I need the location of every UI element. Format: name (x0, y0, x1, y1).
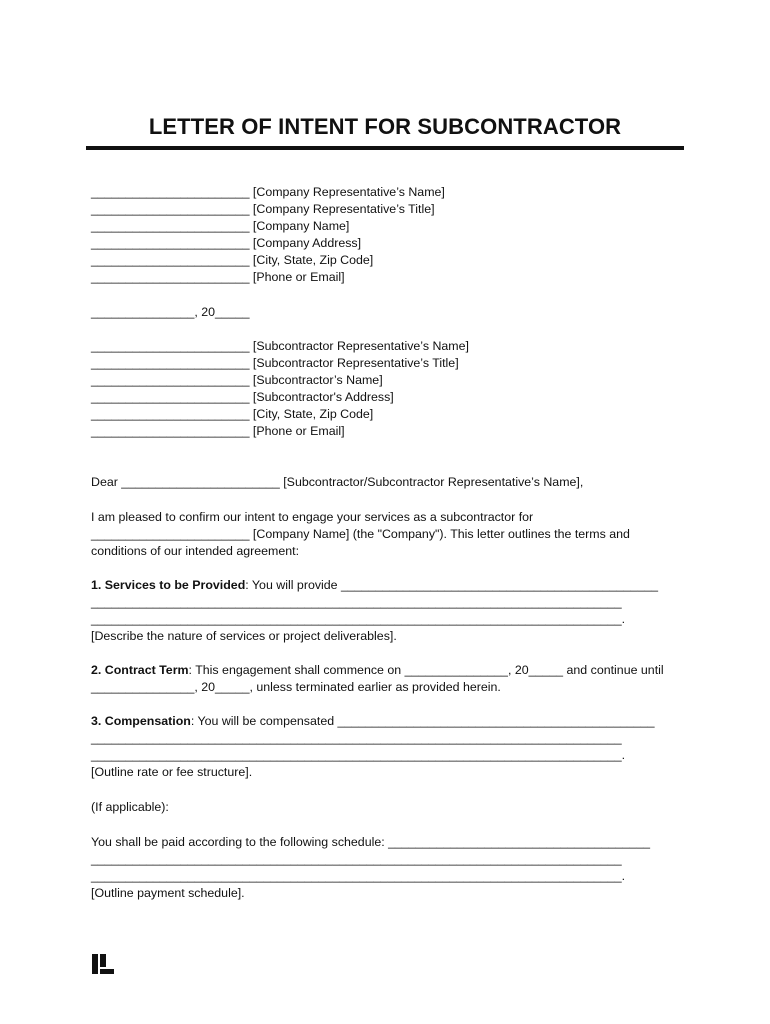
sender-contact-line: _______________________ [Phone or Email] (91, 270, 345, 284)
section-services (91, 578, 658, 593)
schedule-blank-1: _____________________________________________________________________________ (91, 852, 622, 866)
section-compensation-text: : You will be compensated ______________________________________________ (190, 714, 655, 728)
intro-line-3: conditions of our intended agreement: (91, 544, 300, 558)
intro-line-1: I am pleased to confirm our intent to engage your services as a subcontractor for (91, 510, 534, 524)
if-applicable-text: (If applicable): (91, 800, 169, 814)
recipient-contact-line: _______________________ [Phone or Email] (91, 424, 345, 438)
recipient-address-line: _______________________ [Subcontractor's Address] (91, 390, 394, 404)
sender-rep-title-line: _______________________ [Company Representative’s Title] (91, 202, 435, 216)
sender-address-line: _______________________ [Company Address] (91, 236, 362, 250)
recipient-rep-title-line: _______________________ [Subcontractor Representative’s Title] (91, 356, 459, 370)
section-compensation-blank-1: _____________________________________________________________________________ (91, 731, 622, 745)
section-services-blank-2: _____________________________________________________________________________. (91, 612, 626, 626)
recipient-name-line: _______________________ [Subcontractor’s Name] (91, 373, 383, 387)
schedule-blank-2: _____________________________________________________________________________. (91, 869, 626, 883)
sender-city-line: _______________________ [City, State, Zip Code] (91, 253, 374, 267)
section-services-heading: 1. Services to be Provided (91, 578, 246, 592)
section-compensation-blank-2: _____________________________________________________________________________. (91, 748, 626, 762)
intro-line-2: _______________________ [Company Name] (the "Company"). This letter outlines the terms and (91, 527, 630, 541)
schedule-line-1: You shall be paid according to the following schedule: ______________________________________ (91, 835, 650, 849)
sender-rep-name-line: _______________________ [Company Representative’s Name] (91, 185, 445, 199)
salutation: Dear _______________________ [Subcontractor/Subcontractor Representative’s Name], (91, 475, 584, 489)
document-logo-icon (92, 954, 114, 974)
recipient-rep-name-line: _______________________ [Subcontractor Representative’s Name] (91, 339, 469, 353)
section-term-heading: 2. Contract Term (91, 663, 189, 677)
section-term-text: : This engagement shall commence on _______________, 20_____ and continue until (188, 663, 664, 677)
sender-company-name-line: _______________________ [Company Name] (91, 219, 350, 233)
section-term (91, 663, 664, 678)
date-line: _______________, 20_____ (91, 305, 250, 319)
schedule-note: [Outline payment schedule]. (91, 886, 245, 900)
section-services-blank-1: _____________________________________________________________________________ (91, 595, 622, 609)
section-compensation (91, 714, 655, 729)
section-term-line-2: _______________, 20_____, unless terminated earlier as provided herein. (91, 680, 501, 694)
section-compensation-heading: 3. Compensation (91, 714, 191, 728)
section-services-note: [Describe the nature of services or project deliverables]. (91, 629, 397, 643)
title-underline (86, 146, 684, 150)
recipient-city-line: _______________________ [City, State, Zip Code] (91, 407, 374, 421)
section-compensation-note: [Outline rate or fee structure]. (91, 765, 253, 779)
document-title: LETTER OF INTENT FOR SUBCONTRACTOR (148, 114, 622, 139)
section-services-text: : You will provide ______________________________________________ (245, 578, 658, 592)
